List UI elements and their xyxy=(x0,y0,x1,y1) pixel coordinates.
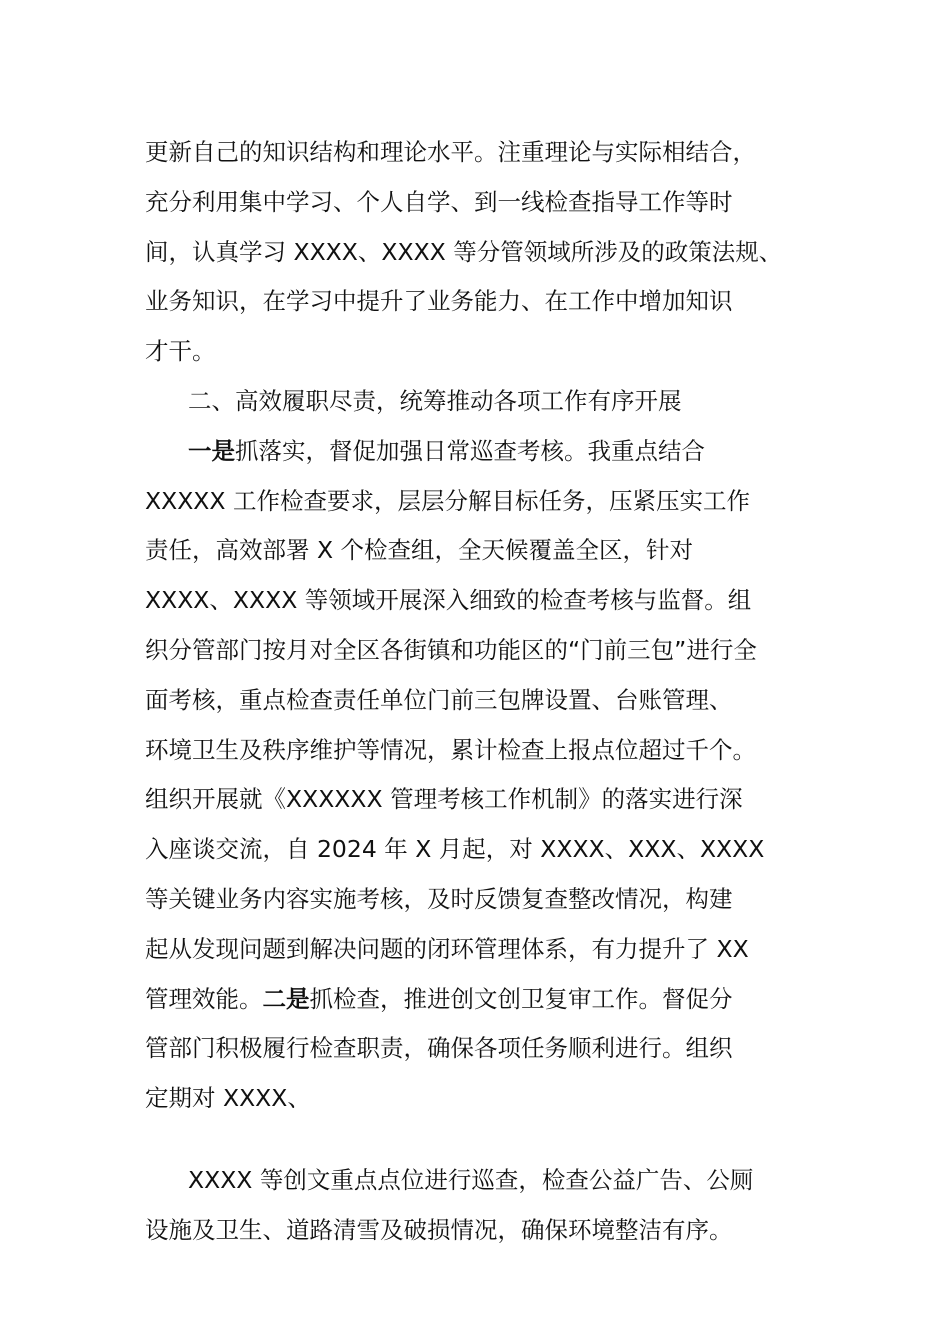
text-line: XXXX 等创文重点点位进行巡查，检查公益广告、公厕 xyxy=(188,1165,754,1194)
text-line xyxy=(145,975,825,1025)
text-run: 抓检查，推进创文创卫复审工作。督促分 xyxy=(309,984,733,1013)
document-body xyxy=(145,128,825,1256)
text-line: 面考核，重点检查责任单位门前三包牌设置、台账管理、 xyxy=(145,685,733,714)
text-line: 等关键业务内容实施考核，及时反馈复查整改情况，构建 xyxy=(145,884,733,913)
text-line: XXXXX 工作检查要求，层层分解目标任务，压紧压实工作 xyxy=(145,486,750,515)
paragraph-inspection xyxy=(145,1156,825,1256)
paragraph-knowledge xyxy=(145,128,825,377)
text-line: 织分管部门按月对全区各街镇和功能区的“门前三包”进行全 xyxy=(145,635,757,664)
text-line: 环境卫生及秩序维护等情况，累计检查上报点位超过千个。 xyxy=(145,735,756,764)
text-line: 起从发现问题到解决问题的闭环管理体系，有力提升了 XX xyxy=(145,934,749,963)
text-line: 才干。 xyxy=(145,337,216,366)
text-line: 组织开展就《XXXXXX 管理考核工作机制》的落实进行深 xyxy=(145,785,743,814)
text-run: 抓落实，督促加强日常巡查考核。我重点结合 xyxy=(235,436,705,465)
bold-marker: 二是 xyxy=(262,984,310,1013)
text-line: 业务知识，在学习中提升了业务能力、在工作中增加知识 xyxy=(145,287,733,316)
paragraph-duties xyxy=(145,427,825,1124)
text-line: 设施及卫生、道路清雪及破损情况，确保环境整洁有序。 xyxy=(145,1215,733,1244)
text-line xyxy=(145,427,825,477)
text-line: 管部门积极履行检查职责，确保各项任务顺利进行。组织 xyxy=(145,1034,733,1063)
text-run: 管理效能。 xyxy=(145,984,263,1013)
text-line: 定期对 XXXX、 xyxy=(145,1084,311,1113)
bold-marker: 一是 xyxy=(188,436,235,465)
text-line: 充分利用集中学习、个人自学、到一线检查指导工作等时 xyxy=(145,187,733,216)
text-line: 间，认真学习 XXXX、XXXX 等分管领域所涉及的政策法规、 xyxy=(145,237,783,266)
text-line: XXXX、XXXX 等领域开展深入细致的检查考核与监督。组 xyxy=(145,586,752,615)
section-heading: 二、高效履职尽责，统筹推动各项工作有序开展 xyxy=(188,386,682,415)
text-line: 责任，高效部署 X 个检查组，全天候覆盖全区，针对 xyxy=(145,536,694,565)
text-line: 更新自己的知识结构和理论水平。注重理论与实际相结合， xyxy=(145,138,756,166)
text-line: 入座谈交流，自 2024 年 X 月起，对 XXXX、XXX、XXXX xyxy=(145,835,765,864)
